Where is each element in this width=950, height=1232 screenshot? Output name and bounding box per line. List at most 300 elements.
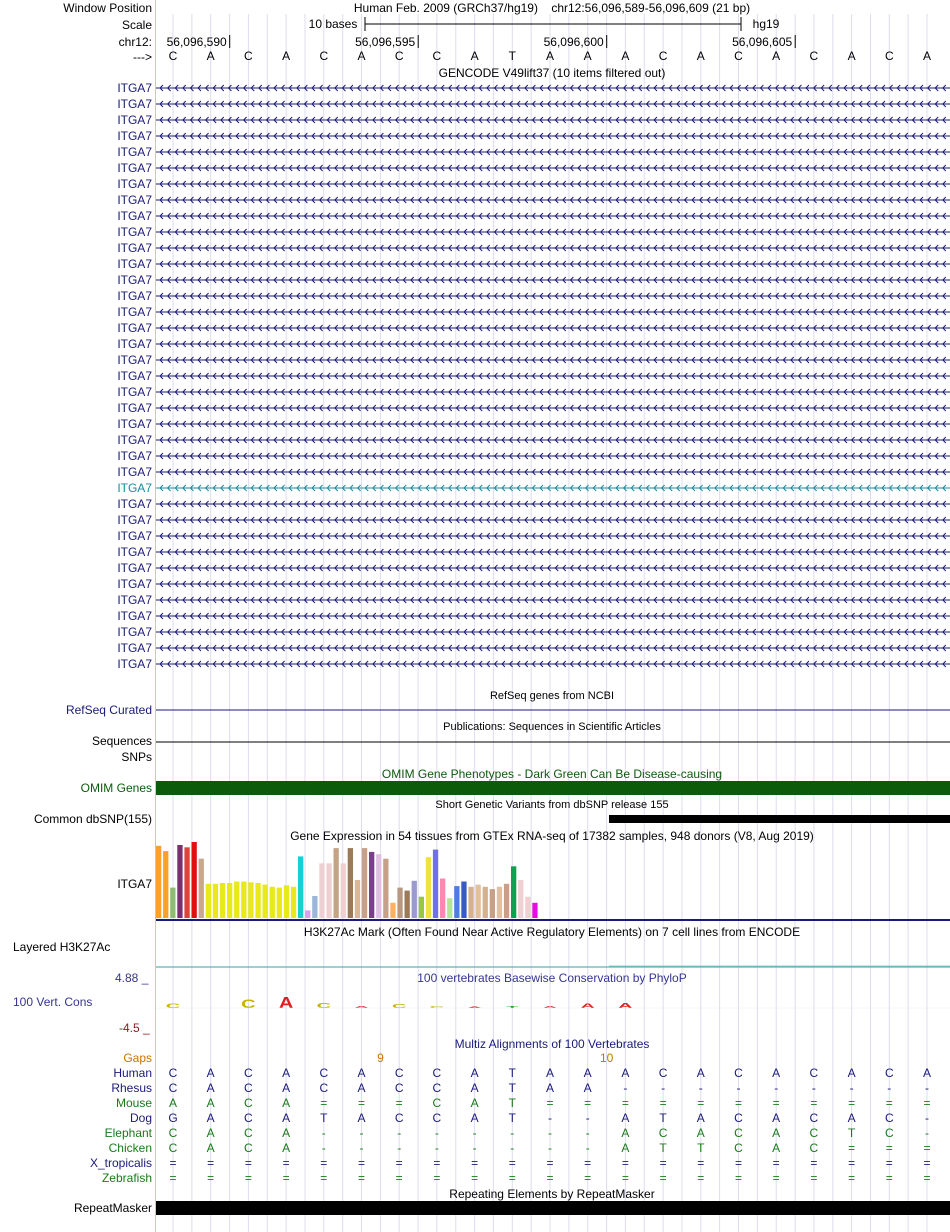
gtex-tissue-bar [532, 903, 537, 918]
phylop-min-label: -4.5 _ [119, 1021, 150, 1035]
gtex-tissue-bar [156, 846, 161, 918]
refseq-track-label[interactable]: RefSeq Curated [65, 703, 152, 717]
gtex-tissue-bar [163, 851, 168, 918]
multiz-aligned-base: - [510, 1126, 515, 1140]
phylop-max-label: 4.88 _ [115, 971, 149, 985]
multiz-aligned-base: = [734, 1096, 742, 1110]
gencode-gene-label: ITGA7 [117, 161, 152, 175]
multiz-aligned-base: C [168, 1081, 178, 1095]
multiz-aligned-base: A [206, 1066, 215, 1080]
multiz-aligned-base: - [434, 1126, 439, 1140]
multiz-aligned-base: = [772, 1171, 780, 1185]
multiz-aligned-base: = [923, 1096, 931, 1110]
phylop-base-letter: A [278, 993, 294, 1012]
multiz-gap-marker: 9 [377, 1051, 384, 1065]
multiz-aligned-base: = [659, 1156, 667, 1170]
gtex-tissue-bar [405, 891, 410, 918]
multiz-aligned-base: - [359, 1126, 364, 1140]
multiz-aligned-base: C [244, 1126, 253, 1140]
multiz-aligned-base: = [584, 1171, 592, 1185]
gtex-tissue-bar [255, 883, 260, 918]
omim-feature-block [156, 781, 950, 795]
multiz-aligned-base: C [244, 1111, 253, 1125]
publications-sequences-label[interactable]: Sequences [91, 734, 152, 748]
gencode-gene-label: ITGA7 [117, 289, 152, 303]
multiz-aligned-base: = [357, 1156, 365, 1170]
gtex-tissue-bar [170, 888, 175, 918]
multiz-aligned-base: A [282, 1096, 291, 1110]
multiz-aligned-base: A [357, 1081, 366, 1095]
gtex-tissue-bar [397, 888, 402, 918]
multiz-aligned-base: A [282, 1081, 291, 1095]
gtex-tissue-bar [390, 903, 395, 918]
position-label: 56,096,600 [543, 35, 604, 49]
multiz-aligned-base: - [698, 1081, 703, 1095]
gencode-gene-label: ITGA7 [117, 465, 152, 479]
phylop-base-letter: T [506, 1005, 519, 1009]
gtex-tissue-bar [277, 888, 282, 918]
multiz-aligned-base: C [168, 1126, 178, 1140]
reference-base: A [206, 49, 215, 63]
multiz-aligned-base: A [470, 1066, 479, 1080]
multiz-aligned-base: T [847, 1126, 856, 1140]
gtex-tissue-bar [419, 897, 424, 918]
multiz-aligned-base: = [546, 1156, 554, 1170]
multiz-aligned-base: = [395, 1171, 403, 1185]
gtex-tissue-bar [369, 852, 374, 918]
reference-base: C [809, 49, 819, 63]
multiz-aligned-base: = [433, 1171, 441, 1185]
multiz-track-title: Multiz Alignments of 100 Vertebrates [454, 1037, 650, 1051]
gtex-tissue-bar [461, 882, 466, 919]
gencode-gene-label: ITGA7 [117, 641, 152, 655]
multiz-aligned-base: G [168, 1111, 178, 1125]
reference-base: A [357, 49, 366, 63]
omim-track-title: OMIM Gene Phenotypes - Dark Green Can Be Disease-causing [381, 767, 723, 781]
multiz-aligned-base: = [697, 1156, 705, 1170]
reference-base: C [168, 49, 178, 63]
multiz-species-label: Rhesus [111, 1081, 152, 1095]
multiz-species-label: Dog [129, 1111, 152, 1125]
multiz-aligned-base: = [885, 1096, 893, 1110]
multiz-aligned-base: = [584, 1156, 592, 1170]
gtex-tissue-bar [511, 866, 516, 918]
gencode-gene-label: ITGA7 [117, 145, 152, 159]
multiz-aligned-base: - [321, 1126, 326, 1140]
multiz-species-label: X_tropicalis [89, 1156, 152, 1170]
gtex-tissue-bar [284, 885, 289, 918]
gtex-tissue-bar [263, 885, 268, 918]
position-label: 56,096,590 [166, 35, 227, 49]
multiz-aligned-base: = [395, 1156, 403, 1170]
multiz-aligned-base: A [545, 1081, 554, 1095]
gencode-gene-label: ITGA7 [117, 193, 152, 207]
reference-base: C [432, 49, 442, 63]
gtex-tissue-bar [525, 897, 530, 918]
multiz-aligned-base: - [548, 1141, 552, 1155]
multiz-aligned-base: = [810, 1156, 818, 1170]
multiz-aligned-base: - [925, 1111, 929, 1125]
multiz-aligned-base: C [884, 1126, 894, 1140]
gencode-gene-label: ITGA7 [117, 449, 152, 463]
gtex-tissue-bar [241, 882, 246, 919]
multiz-aligned-base: T [508, 1081, 516, 1095]
gtex-tissue-bar [248, 882, 253, 918]
multiz-aligned-base: C [658, 1126, 668, 1140]
multiz-aligned-base: - [925, 1081, 929, 1095]
multiz-aligned-base: A [282, 1141, 291, 1155]
phylop-base-letter: A [467, 1006, 482, 1009]
dbsnp-track-label[interactable]: Common dbSNP(155) [33, 812, 152, 826]
dbsnp-variant-block [609, 815, 950, 823]
multiz-aligned-base: C [809, 1066, 819, 1080]
gtex-tissue-bar [341, 863, 346, 918]
reference-base: T [508, 49, 516, 63]
multiz-aligned-base: A [470, 1081, 479, 1095]
strand-label: ---> [133, 50, 152, 64]
gencode-gene-label: ITGA7 [117, 401, 152, 415]
multiz-aligned-base: = [282, 1156, 290, 1170]
gtex-tissue-bar [440, 879, 445, 919]
h3k27ac-track-label[interactable]: Layered H3K27Ac [13, 940, 111, 954]
gencode-gene-label: ITGA7 [117, 305, 152, 319]
repeatmasker-feature-block [156, 1201, 950, 1215]
gencode-gene-label: ITGA7 [117, 209, 152, 223]
multiz-aligned-base: A [470, 1096, 479, 1110]
multiz-aligned-base: A [621, 1066, 630, 1080]
multiz-aligned-base: C [394, 1081, 404, 1095]
multiz-gaps-label: Gaps [123, 1051, 152, 1065]
multiz-aligned-base: A [621, 1111, 630, 1125]
multiz-aligned-base: C [394, 1111, 404, 1125]
reference-base: A [772, 49, 781, 63]
multiz-aligned-base: A [621, 1141, 630, 1155]
phylop-base-letter: C [241, 997, 256, 1011]
publications-snps-label[interactable]: SNPs [121, 750, 152, 764]
gtex-tissue-bar [412, 881, 417, 918]
position-label: 56,096,605 [732, 35, 793, 49]
gtex-tissue-bar [454, 886, 459, 918]
multiz-aligned-base: = [207, 1171, 215, 1185]
gtex-tissue-bar [184, 847, 189, 918]
multiz-aligned-base: C [432, 1081, 442, 1095]
multiz-aligned-base: A [206, 1111, 215, 1125]
gencode-gene-label: ITGA7 [117, 337, 152, 351]
gencode-gene-label: ITGA7 [117, 545, 152, 559]
gencode-gene-label: ITGA7 [117, 257, 152, 271]
track-image-area[interactable] [156, 0, 950, 1232]
multiz-aligned-base: = [923, 1141, 931, 1155]
phylop-base-letter: C [316, 1001, 332, 1010]
gtex-tissue-bar [298, 856, 303, 918]
gtex-tissue-bar [334, 848, 339, 918]
position-readout: chr12:56,096,589-56,096,609 (21 bp) [551, 1, 751, 15]
gtex-track-title: Gene Expression in 54 tissues from GTEx RNA-seq of 17382 samples, 948 donors (V8, Aug 2019) [290, 829, 814, 843]
multiz-aligned-base: - [510, 1141, 515, 1155]
multiz-aligned-base: = [395, 1096, 403, 1110]
gtex-tissue-bar [362, 848, 367, 918]
multiz-aligned-base: = [282, 1171, 290, 1185]
gtex-tissue-bar [177, 845, 182, 918]
gencode-gene-label: ITGA7 [117, 417, 152, 431]
multiz-aligned-base: = [848, 1096, 856, 1110]
multiz-aligned-base: A [168, 1096, 177, 1110]
multiz-aligned-base: = [848, 1141, 856, 1155]
multiz-aligned-base: C [734, 1111, 743, 1125]
gtex-tissue-bar [192, 842, 197, 918]
db-label: hg19 [752, 17, 780, 31]
multiz-aligned-base: = [584, 1096, 592, 1110]
scale-label: Scale [121, 18, 152, 32]
multiz-aligned-base: A [696, 1066, 705, 1080]
multiz-aligned-base: C [809, 1141, 819, 1155]
multiz-species-label: Mouse [115, 1096, 152, 1110]
multiz-aligned-base: C [432, 1111, 442, 1125]
assembly-name: Human Feb. 2009 (GRCh37/hg19) [353, 1, 538, 15]
multiz-aligned-base: - [585, 1126, 590, 1140]
multiz-aligned-base: A [772, 1141, 781, 1155]
gencode-gene-label: ITGA7 [117, 241, 152, 255]
gencode-gene-label: ITGA7 [117, 177, 152, 191]
multiz-aligned-base: A [922, 1066, 931, 1080]
multiz-aligned-base: = [508, 1156, 516, 1170]
gtex-tissue-bar [319, 863, 324, 918]
multiz-aligned-base: A [772, 1066, 781, 1080]
multiz-aligned-base: C [394, 1066, 404, 1080]
multiz-aligned-base: - [661, 1081, 666, 1095]
reference-base: C [884, 49, 894, 63]
phylop-base-letter: A [542, 1005, 558, 1009]
multiz-aligned-base: C [244, 1096, 253, 1110]
gencode-gene-label: ITGA7 [117, 497, 152, 511]
gencode-gene-label: ITGA7 [117, 113, 152, 127]
multiz-aligned-base: A [847, 1066, 856, 1080]
gtex-tissue-bar [355, 880, 360, 918]
multiz-aligned-base: A [583, 1081, 592, 1095]
multiz-aligned-base: C [809, 1111, 819, 1125]
multiz-species-label: Elephant [104, 1126, 152, 1140]
multiz-aligned-base: C [168, 1066, 178, 1080]
gtex-tissue-bar [383, 859, 388, 918]
multiz-aligned-base: A [470, 1111, 479, 1125]
multiz-aligned-base: = [621, 1171, 629, 1185]
reference-base: C [734, 49, 743, 63]
reference-base: A [282, 49, 291, 63]
phylop-base-letter: C [391, 1003, 407, 1010]
gtex-tissue-bar [270, 887, 275, 918]
multiz-aligned-base: A [621, 1126, 630, 1140]
multiz-species-label: Zebrafish [101, 1171, 152, 1185]
gencode-gene-label: ITGA7 [117, 433, 152, 447]
gencode-gene-label: ITGA7 [117, 353, 152, 367]
reference-base: A [847, 49, 856, 63]
multiz-aligned-base: - [623, 1081, 628, 1095]
gencode-gene-label: ITGA7 [117, 129, 152, 143]
multiz-aligned-base: = [320, 1096, 328, 1110]
multiz-aligned-base: C [884, 1111, 894, 1125]
gtex-tissue-bar [291, 887, 296, 918]
multiz-aligned-base: C [319, 1081, 329, 1095]
multiz-aligned-base: A [772, 1126, 781, 1140]
h3k27ac-track-title: H3K27Ac Mark (Often Found Near Active Regulatory Elements) on 7 cell lines from ENCODE [303, 925, 801, 939]
gencode-gene-label: ITGA7 [117, 609, 152, 623]
gtex-tissue-bar [326, 863, 331, 918]
multiz-aligned-base: T [508, 1096, 516, 1110]
track-graphics [156, 0, 950, 1232]
window-position-label: Window Position [63, 1, 152, 15]
multiz-aligned-base: A [206, 1081, 215, 1095]
multiz-aligned-base: A [206, 1141, 215, 1155]
phylop-track-label[interactable]: 100 Vert. Cons [13, 995, 93, 1009]
gtex-tissue-bar [206, 884, 211, 918]
multiz-aligned-base: = [244, 1171, 252, 1185]
multiz-aligned-base: = [772, 1156, 780, 1170]
multiz-aligned-base: C [168, 1141, 178, 1155]
gtex-tissue-bar [476, 885, 481, 918]
multiz-species-label: Chicken [108, 1141, 152, 1155]
gtex-track-label[interactable]: ITGA7 [117, 877, 152, 891]
gtex-tissue-bar [376, 854, 381, 918]
multiz-aligned-base: = [320, 1156, 328, 1170]
reference-base: A [922, 49, 931, 63]
chrom-label: chr12: [118, 35, 152, 49]
gencode-gene-label: ITGA7 [117, 577, 152, 591]
multiz-aligned-base: - [548, 1111, 552, 1125]
gtex-tissue-bar [433, 850, 438, 918]
phylop-base-letter: C [429, 1005, 445, 1009]
multiz-aligned-base: - [397, 1126, 402, 1140]
multiz-aligned-base: = [433, 1156, 441, 1170]
multiz-aligned-base: = [546, 1171, 554, 1185]
publications-track-title: Publications: Sequences in Scientific Articles [443, 721, 661, 733]
gencode-gene-label: ITGA7 [117, 529, 152, 543]
track-label-column [0, 0, 155, 1232]
multiz-aligned-base: = [357, 1171, 365, 1185]
multiz-aligned-base: C [734, 1126, 743, 1140]
omim-track-label[interactable]: OMIM Genes [80, 781, 152, 795]
multiz-aligned-base: T [508, 1111, 516, 1125]
multiz-aligned-base: - [736, 1081, 741, 1095]
gtex-tissue-bar [227, 883, 232, 918]
reference-base: C [658, 49, 668, 63]
phylop-base-letter: C [165, 1003, 181, 1010]
multiz-aligned-base: = [885, 1156, 893, 1170]
gtex-tissue-bar [312, 896, 317, 918]
scale-bar-text: 10 bases [308, 17, 358, 31]
phylop-track-title: 100 vertebrates Basewise Conservation by PhyloP [417, 971, 687, 985]
multiz-aligned-base: = [546, 1096, 554, 1110]
multiz-aligned-base: C [432, 1096, 442, 1110]
multiz-aligned-base: A [206, 1126, 215, 1140]
gtex-tissue-bar [305, 910, 310, 918]
multiz-gap-marker: 10 [600, 1051, 614, 1065]
multiz-aligned-base: C [884, 1066, 894, 1080]
multiz-aligned-base: = [659, 1171, 667, 1185]
multiz-aligned-base: - [811, 1081, 816, 1095]
multiz-aligned-base: = [659, 1096, 667, 1110]
multiz-aligned-base: C [244, 1141, 253, 1155]
multiz-aligned-base: = [320, 1171, 328, 1185]
multiz-aligned-base: = [471, 1171, 479, 1185]
multiz-aligned-base: = [621, 1096, 629, 1110]
gencode-gene-label: ITGA7 [117, 369, 152, 383]
multiz-aligned-base: C [244, 1081, 253, 1095]
multiz-aligned-base: = [772, 1096, 780, 1110]
multiz-aligned-base: T [508, 1066, 516, 1080]
gencode-gene-label: ITGA7 [117, 561, 152, 575]
multiz-aligned-base: = [169, 1156, 177, 1170]
multiz-aligned-base: = [848, 1171, 856, 1185]
reference-base: C [319, 49, 329, 63]
reference-base: A [545, 49, 554, 63]
gtex-tissue-bar [468, 887, 473, 918]
multiz-aligned-base: A [847, 1111, 856, 1125]
repeatmasker-track-label[interactable]: RepeatMasker [73, 1201, 152, 1215]
reference-base: A [696, 49, 705, 63]
reference-base: A [621, 49, 630, 63]
multiz-species-label: Human [113, 1066, 152, 1080]
gencode-gene-label: ITGA7 [117, 513, 152, 527]
multiz-aligned-base: A [545, 1066, 554, 1080]
reference-base: C [244, 49, 253, 63]
gtex-tissue-bar [199, 859, 204, 918]
multiz-aligned-base: = [169, 1171, 177, 1185]
gencode-gene-label: ITGA7 [117, 273, 152, 287]
gencode-gene-label: ITGA7 [117, 481, 152, 495]
multiz-aligned-base: = [848, 1156, 856, 1170]
multiz-aligned-base: T [697, 1141, 705, 1155]
multiz-aligned-base: A [583, 1066, 592, 1080]
multiz-aligned-base: - [925, 1126, 929, 1140]
multiz-aligned-base: C [244, 1066, 253, 1080]
multiz-aligned-base: = [471, 1156, 479, 1170]
multiz-aligned-base: A [357, 1111, 366, 1125]
reference-base: A [470, 49, 479, 63]
multiz-aligned-base: T [320, 1111, 328, 1125]
multiz-aligned-base: - [585, 1141, 590, 1155]
phylop-base-letter: A [354, 1005, 369, 1009]
multiz-aligned-base: - [548, 1126, 552, 1140]
gencode-gene-label: ITGA7 [117, 321, 152, 335]
gencode-gene-label: ITGA7 [117, 385, 152, 399]
gtex-tissue-bar [220, 883, 225, 918]
multiz-aligned-base: = [810, 1171, 818, 1185]
gencode-gene-label: ITGA7 [117, 625, 152, 639]
gtex-tissue-bar [504, 884, 509, 918]
gencode-gene-label: ITGA7 [117, 81, 152, 95]
multiz-aligned-base: C [658, 1066, 668, 1080]
multiz-aligned-base: = [923, 1156, 931, 1170]
multiz-aligned-base: T [659, 1111, 667, 1125]
multiz-aligned-base: = [734, 1171, 742, 1185]
gtex-tissue-bar [213, 884, 218, 918]
gtex-tissue-bar [497, 887, 502, 918]
multiz-aligned-base: = [734, 1156, 742, 1170]
gencode-gene-label: ITGA7 [117, 97, 152, 111]
multiz-aligned-base: - [472, 1126, 477, 1140]
gtex-tissue-bar [348, 848, 353, 918]
multiz-aligned-base: C [734, 1066, 743, 1080]
gtex-tissue-bar [234, 882, 239, 919]
multiz-aligned-base: = [810, 1096, 818, 1110]
gtex-tissue-bar [518, 880, 523, 918]
multiz-aligned-base: = [885, 1171, 893, 1185]
dbsnp-track-title: Short Genetic Variants from dbSNP release 155 [435, 799, 669, 811]
multiz-aligned-base: T [659, 1141, 667, 1155]
multiz-aligned-base: A [206, 1096, 215, 1110]
multiz-aligned-base: = [508, 1171, 516, 1185]
multiz-aligned-base: A [282, 1066, 291, 1080]
